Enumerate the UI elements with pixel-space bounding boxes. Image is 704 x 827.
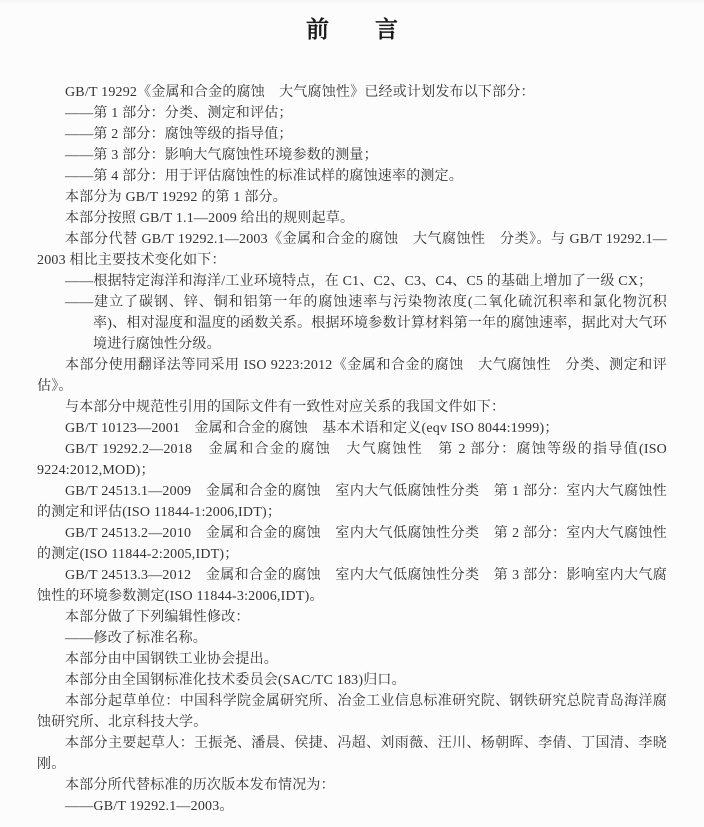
dash-list-item: ——修改了标准名称。 — [65, 631, 207, 646]
paragraph: GB/T 19292《金属和合金的腐蚀 大气腐蚀性》已经或计划发布以下部分： — [65, 85, 535, 100]
paragraph: 本部分做了下列编辑性修改： — [65, 610, 250, 625]
page-title: 前 言 — [306, 17, 398, 42]
paragraph: GB/T 24513.3—2012 金属和合金的腐蚀 室内大气低腐蚀性分类 第 3 部分：影响室内大气腐蚀性的环境参数测定(ISO 11844-3:2006,IDT)。 — [37, 568, 667, 604]
paragraph: 本部分为 GB/T 19292 的第 1 部分。 — [65, 190, 287, 205]
dash-list-item: ——建立了碳钢、锌、铜和铝第一年的腐蚀速率与污染物浓度(二氧化硫沉积率和氯化物沉积率)、相对湿度和温度的函数关系。根据环境参数计算材料第一年的腐蚀速率，据此对大气环境进行腐蚀性分级。 — [65, 295, 667, 352]
paragraph: GB/T 24513.1—2009 金属和合金的腐蚀 室内大气低腐蚀性分类 第 1 部分：室内大气腐蚀性的测定和评估(ISO 11844-1:2006,IDT)； — [37, 484, 667, 520]
dash-list-item: ——第 2 部分：腐蚀等级的指导值； — [65, 127, 293, 142]
paragraph: 本部分由全国钢标准化技术委员会(SAC/TC 183)归口。 — [65, 673, 406, 688]
paragraph: 本部分按照 GB/T 1.1—2009 给出的规则起草。 — [65, 211, 355, 226]
dash-list-item: ——第 3 部分：影响大气腐蚀性环境参数的测量； — [65, 148, 378, 163]
paragraph: 本部分使用翻译法等同采用 ISO 9223:2012《金属和合金的腐蚀 大气腐蚀性 分类、测定和评估》。 — [37, 358, 667, 394]
foreword-body — [37, 82, 667, 817]
paragraph: GB/T 10123—2001 金属和合金的腐蚀 基本术语和定义(eqv ISO 8044:1999)； — [65, 421, 559, 436]
paragraph: 本部分所代替标准的历次版本发布情况为： — [65, 778, 335, 793]
paragraph: 本部分主要起草人：王振尧、潘晨、侯捷、冯超、刘雨薇、汪川、杨朝晖、李倩、丁国清、李晓刚。 — [37, 736, 667, 772]
paragraph: 与本部分中规范性引用的国际文件有一致性对应关系的我国文件如下： — [65, 400, 506, 415]
paragraph: 本部分代替 GB/T 19292.1—2003《金属和合金的腐蚀 大气腐蚀性 分类》。与 GB/T 19292.1—2003 相比主要技术变化如下： — [37, 232, 667, 268]
paragraph: GB/T 24513.2—2010 金属和合金的腐蚀 室内大气低腐蚀性分类 第 2 部分：室内大气腐蚀性的测定(ISO 11844-2:2005,IDT)； — [37, 526, 667, 562]
paragraph: 本部分起草单位：中国科学院金属研究所、冶金工业信息标准研究院、钢铁研究总院青岛海洋腐蚀研究所、北京科技大学。 — [37, 694, 667, 730]
dash-list-item: ——根据特定海洋和海洋/工业环境特点，在 C1、C2、C3、C4、C5 的基础上增加了一级 CX； — [65, 274, 653, 289]
paragraph: 本部分由中国钢铁工业协会提出。 — [65, 652, 278, 667]
dash-list-item: ——GB/T 19292.1—2003。 — [65, 799, 234, 814]
dash-list-item: ——第 4 部分：用于评估腐蚀性的标准试样的腐蚀速率的测定。 — [65, 169, 463, 184]
paragraph: GB/T 19292.2—2018 金属和合金的腐蚀 大气腐蚀性 第 2 部分：腐蚀等级的指导值(ISO 9224:2012,MOD)； — [37, 442, 667, 478]
dash-list-item: ——第 1 部分：分类、测定和评估； — [65, 106, 293, 121]
